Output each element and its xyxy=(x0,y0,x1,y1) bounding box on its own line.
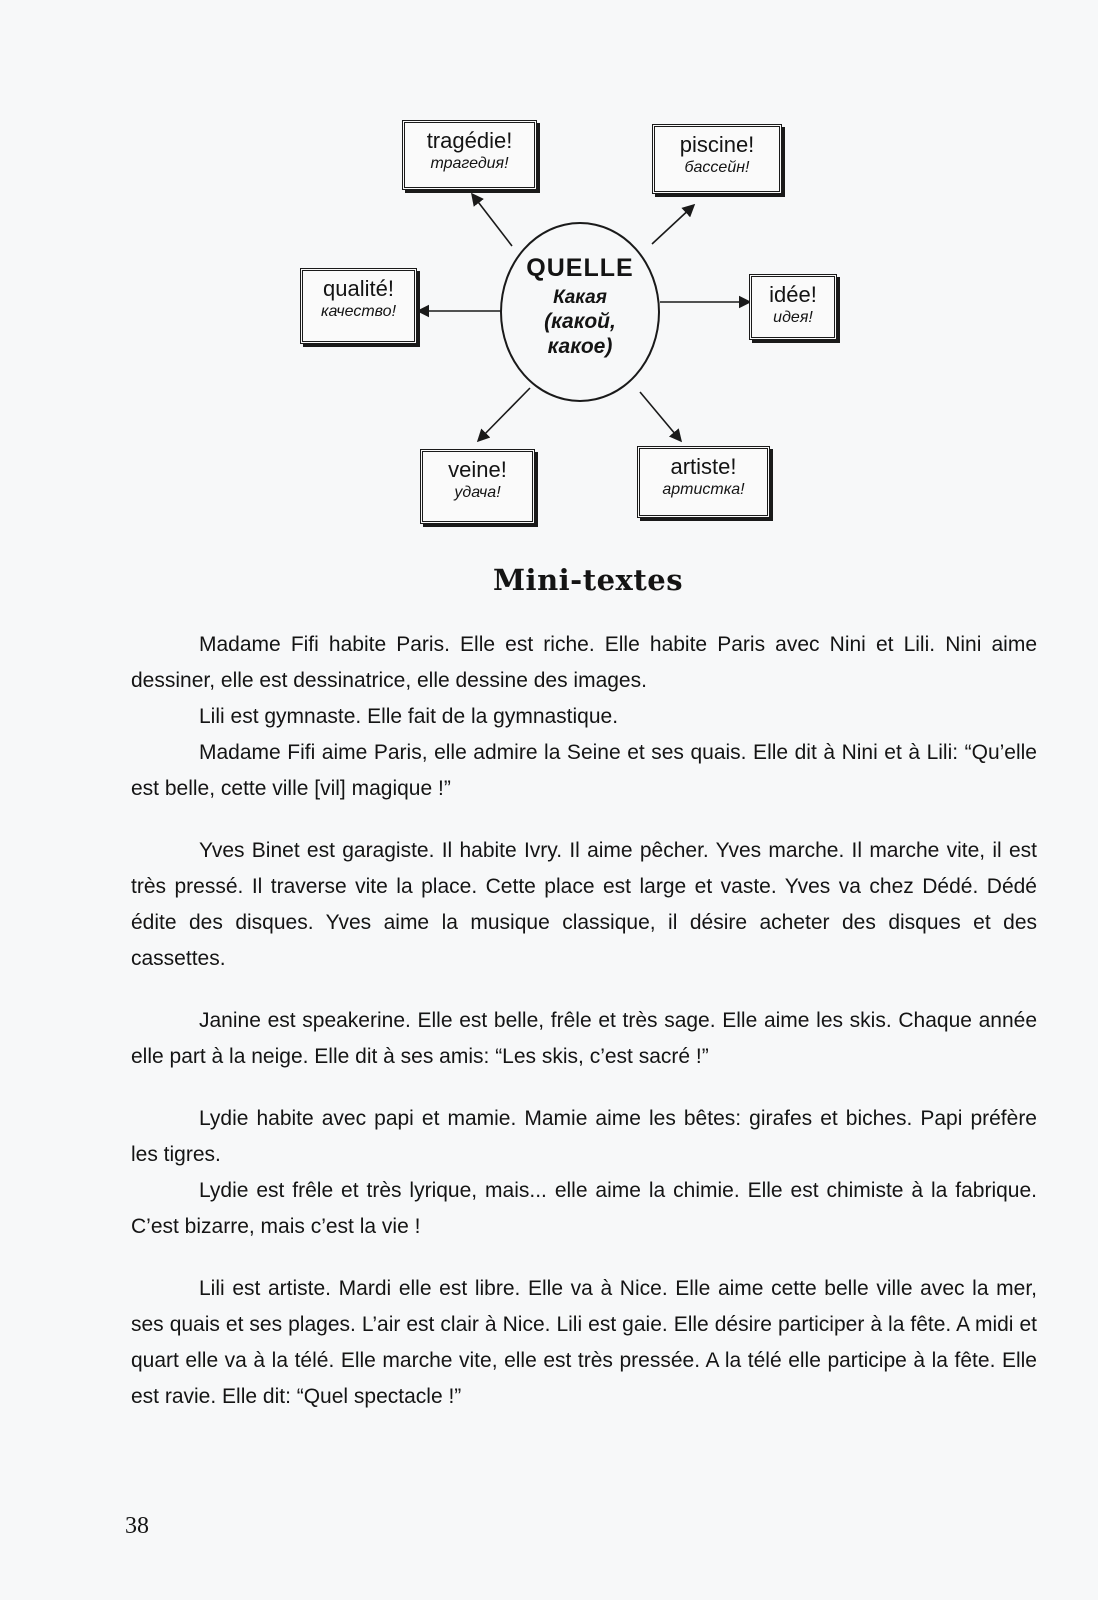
box-artiste-fr: artiste! xyxy=(670,454,737,479)
paragraph: Madame Fifi habite Paris. Elle est riche. Elle habite Paris avec Nini et Lili. Nini aime dessiner, elle est dessinatrice, elle dessine des images. xyxy=(131,633,1037,692)
section-title: Mini-textes xyxy=(492,563,684,597)
center-fr: QUELLE xyxy=(526,254,634,282)
paragraph: Yves Binet est garagiste. Il habite Ivry. Il aime pêcher. Yves marche. Il marche vite, il est très pressé. Il traverse vite la place. Cette place est large et vaste. Yves va chez Dédé. Dédé édite des disques. Yves aime la musique classique, il désire acheter des disques et des cassettes. xyxy=(131,839,1037,970)
paragraph: Madame Fifi aime Paris, elle admire la Seine et ses quais. Elle dit à Nini et à Lili: “Qu’elle est belle, cette ville [vil] magique !” xyxy=(131,741,1037,800)
paragraph: Lydie habite avec papi et mamie. Mamie aime les bêtes: girafes et biches. Papi préfère les tigres. xyxy=(131,1107,1037,1166)
box-tragedie-fr: tragédie! xyxy=(426,128,513,153)
box-idee-ru: идея! xyxy=(773,309,813,327)
center-ru-3: какое) xyxy=(547,335,613,359)
paragraph: Janine est speakerine. Elle est belle, frêle et très sage. Elle aime les skis. Chaque année elle part à la neige. Elle dit à ses amis: “Les skis, c’est sacré !” xyxy=(131,1009,1037,1068)
box-tragedie-ru: трагедия! xyxy=(430,155,509,173)
box-idee xyxy=(749,274,837,340)
box-qualite-ru: качество! xyxy=(320,303,397,321)
paragraph: Lili est gymnaste. Elle fait de la gymnastique. xyxy=(199,705,619,728)
box-veine xyxy=(420,449,535,524)
box-piscine xyxy=(652,124,782,194)
box-qualite xyxy=(300,268,417,344)
paragraph: Lydie est frêle et très lyrique, mais... elle aime la chimie. Elle est chimiste à la fabrique. C’est bizarre, mais c’est la vie ! xyxy=(131,1179,1037,1238)
center-ru-2: (какой, xyxy=(544,310,616,333)
arrow-to-tragedie xyxy=(472,194,512,246)
arrow-to-veine xyxy=(478,388,530,441)
arrow-to-piscine xyxy=(652,205,694,244)
box-artiste xyxy=(637,446,770,518)
quelle-diagram xyxy=(0,0,1098,560)
box-tragedie xyxy=(402,120,537,190)
center-oval xyxy=(500,222,660,402)
box-piscine-ru: бассейн! xyxy=(684,159,750,177)
box-idee-fr: idée! xyxy=(769,282,817,307)
box-piscine-fr: piscine! xyxy=(679,132,755,157)
box-veine-fr: veine! xyxy=(448,457,507,482)
paragraph: Lili est artiste. Mardi elle est libre. Elle va à Nice. Elle aime cette belle ville avec la mer, ses quais et ses plages. L’air est clair à Nice. Lili est gaie. Elle désire participer à la fête. A midi et quart elle va à la télé. Elle marche vite, elle est très pressée. A la télé elle participe à la fête. Elle est ravie. Elle dit: “Quel spectacle !” xyxy=(131,1277,1037,1408)
box-veine-ru: удача! xyxy=(454,484,501,502)
mini-texts-body xyxy=(131,627,1037,1415)
box-artiste-ru: артистка! xyxy=(662,481,745,499)
box-qualite-fr: qualité! xyxy=(323,276,394,301)
page-number: 38 xyxy=(125,1513,149,1539)
arrow-to-artiste xyxy=(640,392,681,441)
center-ru-1: Какая xyxy=(553,287,607,308)
